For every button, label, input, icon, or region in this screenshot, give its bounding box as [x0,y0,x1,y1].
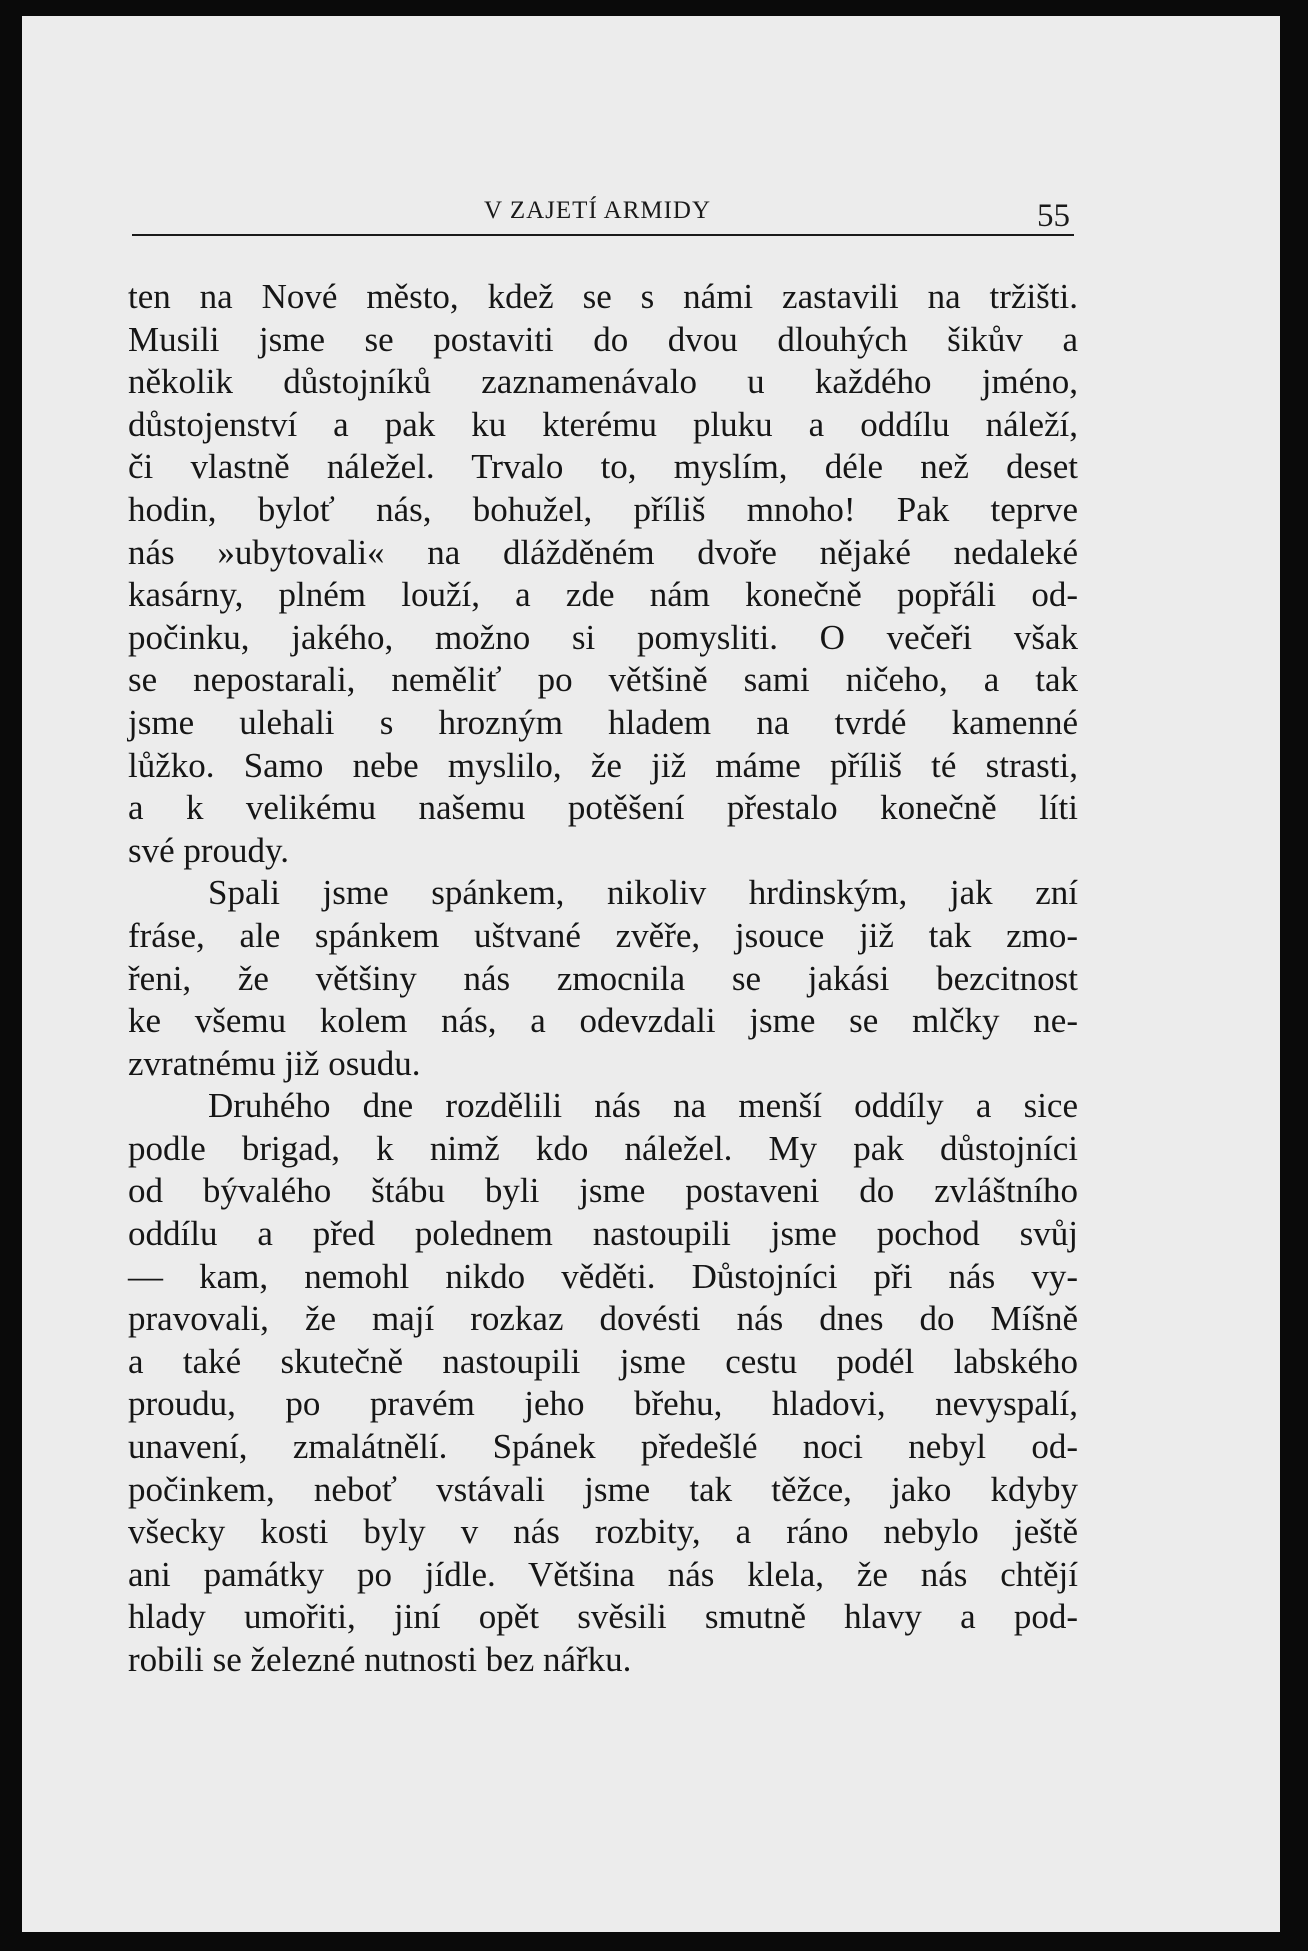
text-line: Spali jsme spánkem, nikoliv hrdinským, jak zní [208,873,1078,913]
header-rule [132,234,1074,236]
text-line: oddílu a před polednem nastoupili jsme pochod svůj [128,1214,1078,1254]
text-line: podle brigad, k nimž kdo náležel. My pak důstojníci [128,1128,1078,1168]
text-line: fráse, ale spánkem uštvané zvěře, jsouce již tak zmo- [128,915,1078,955]
text-line: ke všemu kolem nás, a odevzdali jsme se mlčky ne- [128,1001,1078,1041]
text-line: hodin, byloť nás, bohužel, příliš mnoho! Pak teprve [128,489,1078,529]
text-line: počinkem, neboť vstávali jsme tak těžce, jako kdyby [128,1469,1078,1509]
page-number: 55 [1037,198,1070,234]
text-line: a k velikému našemu potěšení přestalo konečně líti [128,788,1078,828]
text-line: se nepostarali, neměliť po většině sami ničeho, a tak [128,660,1078,700]
text-line: a také skutečně nastoupili jsme cestu podél labského [128,1341,1078,1381]
text-line: nás »ubytovali« na dlážděném dvoře nějaké nedaleké [128,532,1078,572]
text-line: od bývalého štábu byli jsme postaveni do zvláštního [128,1171,1078,1211]
text-line: robili se železné nutnosti bez nářku. [128,1640,632,1679]
text-line: řeni, že většiny nás zmocnila se jakási bezcitnost [128,958,1078,998]
text-line: jsme ulehali s hrozným hladem na tvrdé kamenné [128,702,1078,742]
book-page [22,16,1280,1932]
text-line: ani památky po jídle. Většina nás klela, že nás chtějí [128,1554,1078,1594]
text-line: zvratnému již osudu. [128,1043,421,1083]
text-line: ten na Nové město, kdež se s námi zastavili na tržišti. [128,277,1078,316]
text-line: počinku, jakého, možno si pomysliti. O večeři však [128,617,1078,657]
text-line: hlady umořiti, jiní opět svěsili smutně hlavy a pod- [128,1597,1078,1637]
text-line: proudu, po pravém jeho břehu, hladovi, nevyspalí, [128,1384,1078,1424]
text-line: všecky kosti byly v nás rozbity, a ráno nebylo ještě [128,1512,1078,1552]
text-line: pravovali, že mají rozkaz dovésti nás dnes do Míšně [128,1299,1078,1339]
text-line: Druhého dne rozdělili nás na menší oddíly a sice [208,1086,1078,1126]
page-header [22,176,1280,236]
text-line: kasárny, plném louží, a zde nám konečně popřáli od- [128,575,1078,615]
text-line: důstojenství a pak ku kterému pluku a oddílu náleží, [128,404,1078,444]
text-line: své proudy. [128,830,290,870]
text-line: lůžko. Samo nebe myslilo, že již máme příliš té strasti, [128,745,1078,785]
text-line: několik důstojníků zaznamenávalo u každého jméno, [128,362,1078,402]
body-text [128,276,1078,1682]
text-line: unavení, zmalátnělí. Spánek předešlé noci nebyl od- [128,1427,1078,1467]
running-title: V ZAJETÍ ARMIDY [484,197,712,224]
text-line: či vlastně náležel. Trvalo to, myslím, déle než deset [128,447,1078,487]
text-line: — kam, nemohl nikdo věděti. Důstojníci při nás vy- [128,1256,1078,1296]
text-line: Musili jsme se postaviti do dvou dlouhých šikův a [128,319,1078,359]
